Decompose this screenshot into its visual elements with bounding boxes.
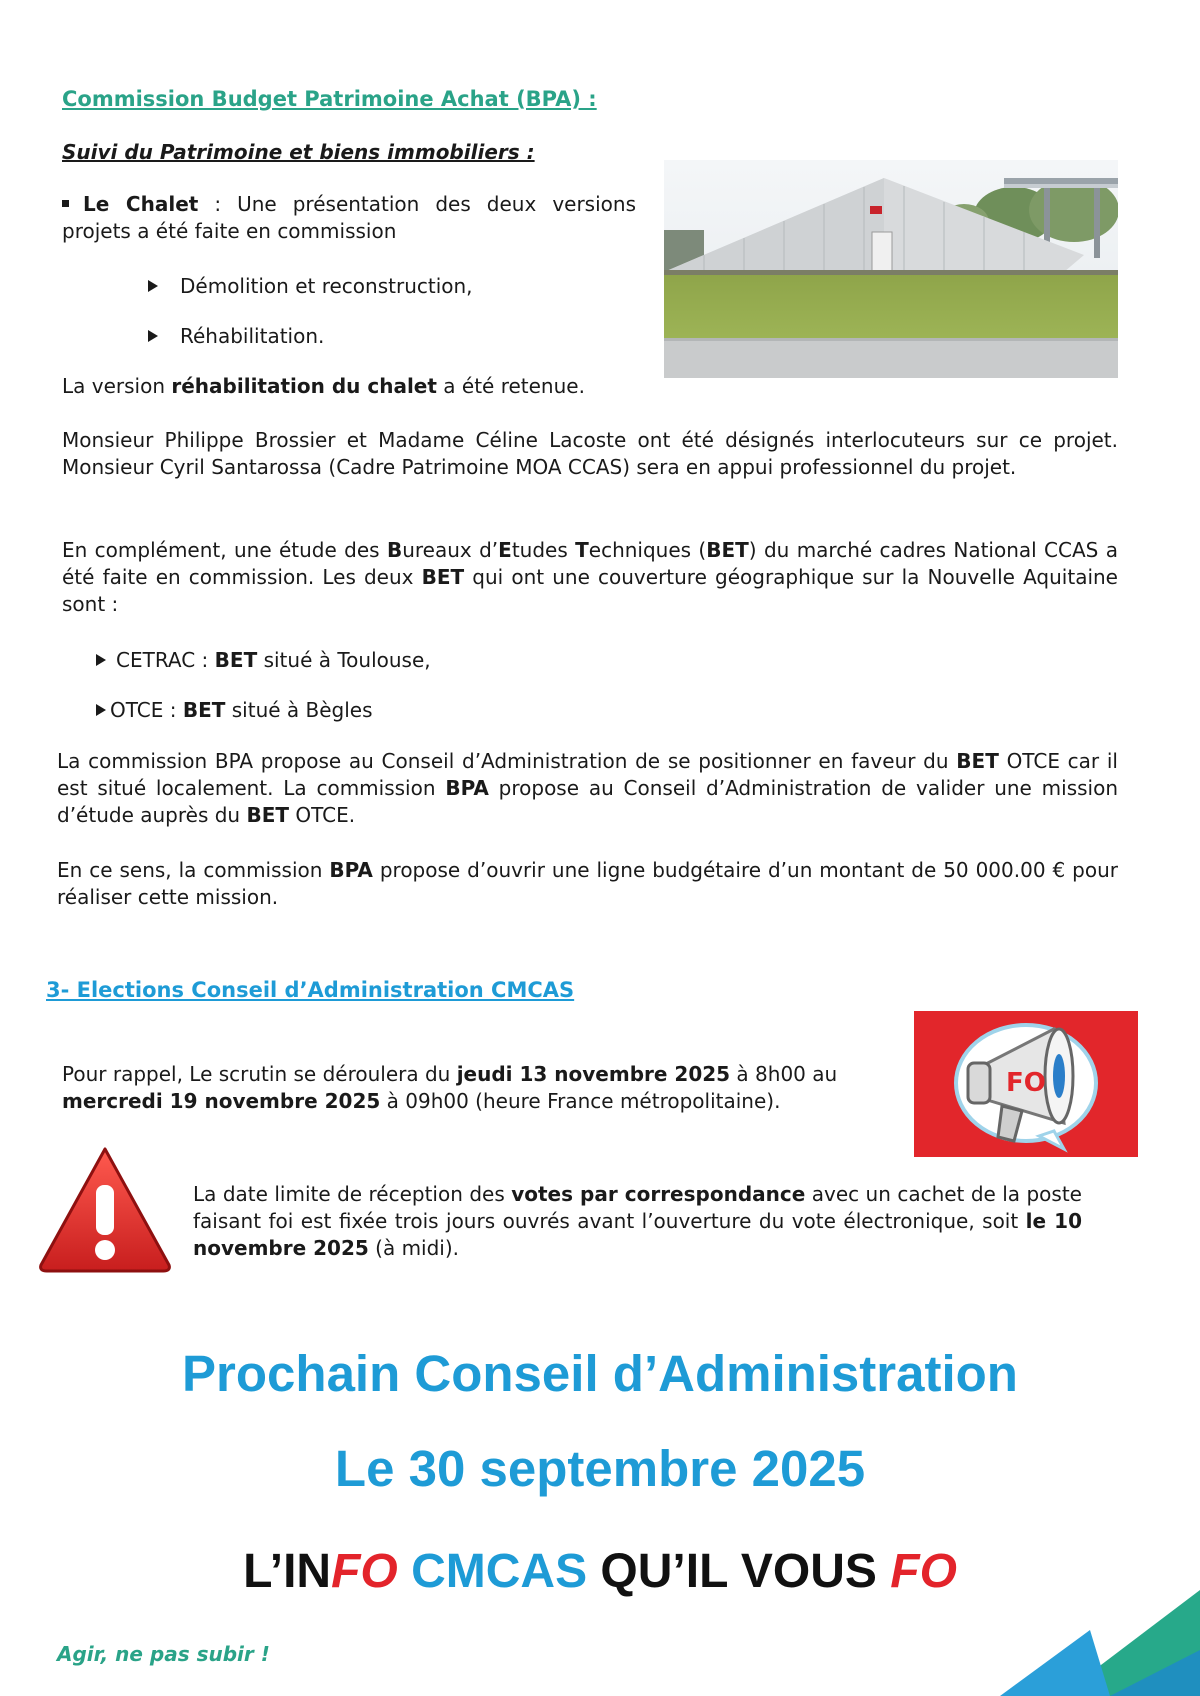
retained-version bbox=[62, 373, 585, 400]
bet-abbr: BET bbox=[421, 565, 465, 589]
option-demolition bbox=[148, 273, 473, 300]
motto: Agir, ne pas subir ! bbox=[57, 1642, 270, 1666]
chalet-photo bbox=[664, 160, 1118, 378]
bet-cetrac-item bbox=[96, 647, 431, 674]
bet-otce-item bbox=[96, 697, 373, 724]
slogan-fo-2: FO bbox=[890, 1545, 957, 1598]
proposal-text-a: La commission BPA propose au Conseil d’Administration de se positionner en faveur du bbox=[57, 749, 957, 773]
bpa-abbr: BPA bbox=[445, 776, 489, 800]
bet-text-e: ) du marché cadres National CCAS a été faite en commission. Les deux bbox=[62, 538, 1118, 589]
proposal-text-b: OTCE car il est situé localement. La commission bbox=[57, 749, 1118, 800]
arrow-bullet-icon bbox=[96, 654, 106, 666]
bet-letter-e: E bbox=[498, 538, 512, 562]
reminder-end-date: mercredi 19 novembre 2025 bbox=[62, 1089, 381, 1113]
fo-megaphone-logo bbox=[914, 1011, 1138, 1157]
otce-location: situé à Bègles bbox=[225, 698, 373, 722]
bpa-subtitle: Suivi du Patrimoine et biens immobiliers : bbox=[62, 140, 535, 164]
slogan-part-4: QU’IL VOUS bbox=[587, 1545, 891, 1598]
chalet-label: Le Chalet bbox=[83, 192, 199, 216]
reminder-text-c: à 09h00 (heure France métropolitaine). bbox=[380, 1089, 781, 1113]
deadline-paragraph bbox=[193, 1181, 1082, 1262]
slogan-part-1: L’IN bbox=[243, 1545, 332, 1598]
budget-paragraph bbox=[57, 857, 1118, 911]
bet-text-a: En complément, une étude des bbox=[62, 538, 387, 562]
deadline-date: le 10 novembre 2025 bbox=[193, 1209, 1082, 1260]
corner-decoration bbox=[1000, 1590, 1200, 1696]
cetrac-name: CETRAC : bbox=[116, 648, 215, 672]
chalet-bullet bbox=[62, 191, 636, 245]
arrow-bullet-icon bbox=[148, 280, 158, 292]
bet-abbr: BET bbox=[182, 698, 226, 722]
chalet-text-2: projets a été faite en commission bbox=[62, 219, 397, 243]
arrow-bullet-icon bbox=[96, 704, 106, 716]
bet-text-c: tudes bbox=[511, 538, 576, 562]
square-bullet-icon bbox=[62, 200, 69, 207]
deadline-mail-votes: votes par correspondance bbox=[511, 1182, 806, 1206]
bet-paragraph bbox=[62, 537, 1118, 618]
fo-logo-text: FO bbox=[1006, 1068, 1046, 1098]
megaphone-icon bbox=[914, 1011, 1138, 1157]
slogan-cmcas: CMCAS bbox=[397, 1545, 588, 1598]
retained-pre: La version bbox=[62, 374, 172, 398]
otce-name: OTCE : bbox=[110, 698, 183, 722]
deadline-text-a: La date limite de réception des bbox=[193, 1182, 512, 1206]
cetrac-location: situé à Toulouse, bbox=[257, 648, 431, 672]
budget-text-a: En ce sens, la commission bbox=[57, 858, 330, 882]
option-rehabilitation bbox=[148, 323, 324, 350]
bet-letter-t: T bbox=[575, 538, 589, 562]
arrow-bullet-icon bbox=[148, 330, 158, 342]
bpa-section-title: Commission Budget Patrimoine Achat (BPA) : bbox=[62, 87, 597, 111]
bet-letter-b: B bbox=[386, 538, 403, 562]
option-rehabilitation-text: Réhabilitation. bbox=[180, 324, 325, 348]
budget-text-b: propose d’ouvrir une ligne budgétaire d’un montant de 50 000.00 € pour réaliser cette mission. bbox=[57, 858, 1118, 909]
retained-bold: réhabilitation du chalet bbox=[171, 374, 437, 398]
elections-section-title: 3- Elections Conseil d’Administration CMCAS bbox=[46, 978, 575, 1002]
reminder-start-date: jeudi 13 novembre 2025 bbox=[456, 1062, 731, 1086]
deadline-text-c: (à midi). bbox=[368, 1236, 460, 1260]
bet-abbr: BET bbox=[214, 648, 258, 672]
bpa-abbr: BPA bbox=[329, 858, 373, 882]
reminder-text-a: Pour rappel, Le scrutin se déroulera du bbox=[62, 1062, 457, 1086]
deadline-text-b: avec un cachet de la poste faisant foi est fixée trois jours ouvrés avant l’ouverture du vote électronique, soit bbox=[193, 1182, 1082, 1233]
bet-abbr: BET bbox=[706, 538, 749, 562]
bet-abbr: BET bbox=[956, 749, 999, 773]
chalet-text-1: : Une présentation des deux versions bbox=[198, 192, 636, 216]
warning-icon bbox=[35, 1143, 175, 1275]
proposal-text-c: propose au Conseil d’Administration de valider une mission d’étude auprès du bbox=[57, 776, 1118, 827]
reminder-text-b: à 8h00 au bbox=[730, 1062, 838, 1086]
proposal-text-d: OTCE. bbox=[289, 803, 356, 827]
bet-text-f: qui ont une couverture géographique sur la Nouvelle Aquitaine sont : bbox=[62, 565, 1118, 616]
proposal-paragraph bbox=[57, 748, 1118, 829]
slogan-fo-1: FO bbox=[331, 1545, 398, 1598]
option-demolition-text: Démolition et reconstruction, bbox=[180, 274, 473, 298]
next-council-heading: Prochain Conseil d’Administration bbox=[182, 1345, 1018, 1402]
election-reminder bbox=[62, 1061, 906, 1115]
chalet-photo-illustration bbox=[664, 160, 1118, 378]
bet-text-d: echniques ( bbox=[588, 538, 707, 562]
retained-post: a été retenue. bbox=[436, 374, 585, 398]
bet-abbr: BET bbox=[246, 803, 290, 827]
contacts-paragraph: Monsieur Philippe Brossier et Madame Céline Lacoste ont été désignés interlocuteurs sur ce projet. Monsieur Cyril Santarossa (Cadre Patrimoine MOA CCAS) sera en appui professionnel du projet. bbox=[62, 428, 1118, 479]
bet-text-b: ureaux d’ bbox=[402, 538, 499, 562]
next-council-date: Le 30 septembre 2025 bbox=[334, 1440, 866, 1497]
